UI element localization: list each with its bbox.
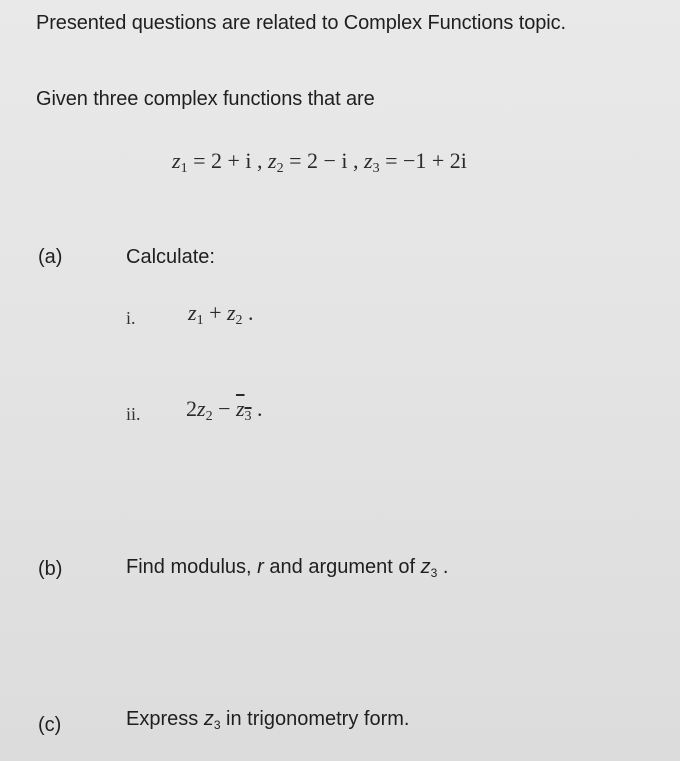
topic-line: Presented questions are related to Complex Functions topic. bbox=[36, 12, 566, 34]
item-i-var2: z bbox=[226, 300, 236, 325]
part-b-end: . bbox=[437, 556, 449, 578]
part-b-var: z bbox=[420, 556, 431, 578]
part-a-label: (a) bbox=[38, 246, 63, 268]
separator: , bbox=[347, 148, 364, 173]
given-line: Given three complex functions that are bbox=[36, 88, 375, 110]
item-i-sub1: 1 bbox=[196, 313, 204, 328]
item-ii-expression bbox=[186, 396, 263, 425]
z1-rhs: = 2 + i bbox=[187, 148, 252, 173]
separator: , bbox=[251, 148, 268, 173]
part-c-var: z bbox=[203, 708, 214, 730]
part-b-label: (b) bbox=[38, 558, 63, 580]
part-b-sub: 3 bbox=[430, 566, 438, 580]
z3-sub: 3 bbox=[372, 161, 380, 176]
item-ii-sub2: 3 bbox=[244, 409, 252, 424]
item-i-end: . bbox=[242, 300, 254, 325]
part-b-text bbox=[126, 556, 448, 580]
definitions-equation bbox=[172, 148, 467, 177]
z2-sub: 2 bbox=[276, 161, 284, 176]
part-b-text-before: Find modulus, bbox=[126, 556, 258, 578]
z3-conjugate bbox=[235, 396, 252, 424]
item-ii-end: . bbox=[251, 396, 263, 421]
part-a-instruction: Calculate: bbox=[126, 246, 215, 268]
z3-var: z bbox=[364, 148, 373, 173]
part-c-sub: 3 bbox=[213, 718, 221, 732]
item-ii-numeral: ii. bbox=[126, 404, 141, 424]
item-i-numeral: i. bbox=[126, 308, 136, 328]
z1-var: z bbox=[172, 148, 181, 173]
item-ii-var2: z bbox=[235, 396, 245, 421]
part-c-text-after: in trigonometry form. bbox=[220, 708, 410, 730]
part-c-text bbox=[126, 708, 409, 732]
item-ii-coef: 2 bbox=[186, 396, 197, 421]
z2-var: z bbox=[268, 148, 277, 173]
z1-sub: 1 bbox=[180, 161, 188, 176]
item-i-op: + bbox=[203, 300, 227, 325]
part-b-text-mid: and argument of bbox=[263, 556, 421, 578]
part-c-text-before: Express bbox=[126, 708, 204, 730]
item-ii-op: − bbox=[212, 396, 236, 421]
item-ii-sub1: 2 bbox=[205, 409, 213, 424]
z2-rhs: = 2 − i bbox=[283, 148, 348, 173]
part-c-label: (c) bbox=[38, 714, 62, 736]
part-b-r: r bbox=[257, 556, 264, 578]
item-i-expression bbox=[188, 300, 254, 329]
item-i-var1: z bbox=[188, 300, 197, 325]
item-i-sub2: 2 bbox=[235, 313, 243, 328]
item-ii-var1: z bbox=[197, 396, 206, 421]
z3-rhs: = −1 + 2i bbox=[379, 148, 467, 173]
